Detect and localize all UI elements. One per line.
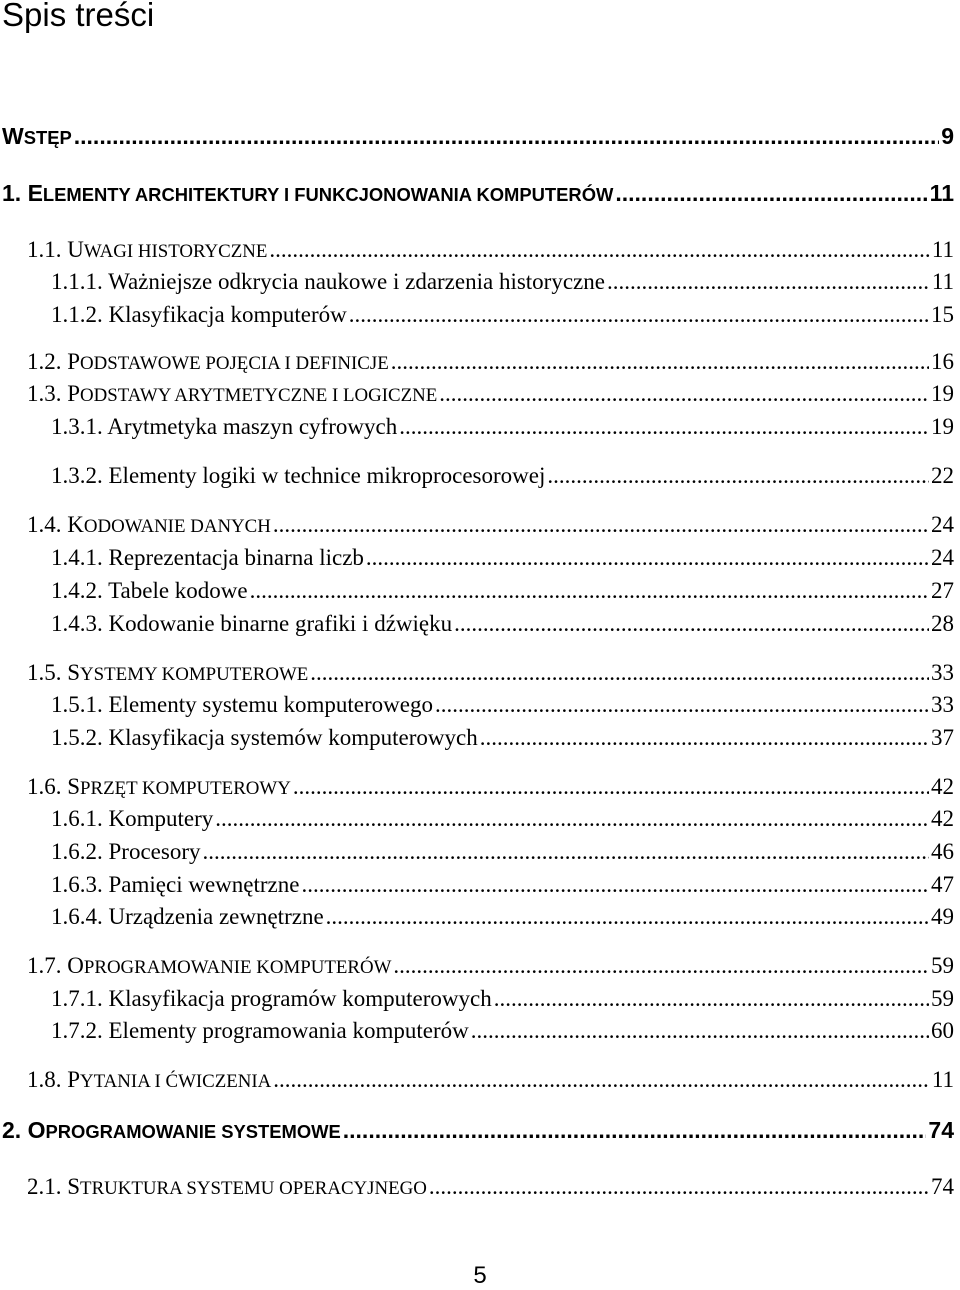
toc-entry-label xyxy=(27,237,267,263)
toc-entry-page: 19 xyxy=(931,414,954,439)
toc-entry-page: 11 xyxy=(931,269,954,294)
toc-entry-number: 1.2. xyxy=(27,349,68,374)
toc-entry-smallcaps: PRZĘT KOMPUTEROWY xyxy=(80,778,291,799)
toc-entry-number: 1.5. xyxy=(27,660,68,685)
toc-entry[interactable] xyxy=(2,1117,954,1147)
toc-entry-label xyxy=(27,349,389,375)
toc-entry-label xyxy=(27,381,437,407)
toc-entry-label: 1.5.1. Elementy systemu komputerowego xyxy=(51,692,433,717)
toc-entry[interactable] xyxy=(51,904,954,934)
toc-entry[interactable] xyxy=(27,237,954,267)
toc-dot-leader xyxy=(310,660,929,686)
toc-entry[interactable] xyxy=(51,545,954,575)
toc-entry[interactable] xyxy=(51,986,954,1016)
toc-entry[interactable] xyxy=(27,381,954,411)
toc-entry-label xyxy=(27,1174,427,1200)
toc-dot-leader xyxy=(454,611,929,637)
toc-entry-label: 1.7.2. Elementy programowania komputerów xyxy=(51,1018,469,1043)
toc-entry[interactable] xyxy=(51,692,954,722)
toc-entry-label xyxy=(2,123,72,150)
toc-entry-smallcaps: TRUKTURA SYSTEMU OPERACYJNEGO xyxy=(80,1178,427,1199)
toc-entry[interactable] xyxy=(27,512,954,542)
toc-entry-page: 42 xyxy=(931,774,954,799)
toc-dot-leader xyxy=(607,269,930,295)
toc-entry[interactable] xyxy=(51,1018,954,1048)
toc-entry-number: 2.1. xyxy=(27,1174,68,1199)
toc-entry-number: 1.1. xyxy=(27,237,68,262)
toc-entry[interactable] xyxy=(51,806,954,836)
toc-entry-label: 1.6.3. Pamięci wewnętrzne xyxy=(51,872,300,897)
toc-entry-page: 42 xyxy=(931,806,954,831)
toc-title: Spis treści xyxy=(2,0,155,33)
toc-entry-page: 24 xyxy=(931,545,954,570)
toc-entry-number: 1. xyxy=(2,180,28,206)
toc-entry[interactable] xyxy=(27,1067,954,1097)
toc-entry-label: 1.1.2. Klasyfikacja komputerów xyxy=(51,302,347,327)
toc-entry[interactable] xyxy=(51,463,954,493)
toc-entry-initial: E xyxy=(27,180,43,206)
toc-entry-number: 2. xyxy=(2,1117,28,1143)
toc-entry-label: 1.4.1. Reprezentacja binarna liczb xyxy=(51,545,364,570)
toc-entry-number: 1.7. xyxy=(27,953,68,978)
toc-dot-leader xyxy=(349,302,929,328)
toc-entry-page: 37 xyxy=(931,725,954,750)
toc-dot-leader xyxy=(269,237,929,263)
toc-entry[interactable] xyxy=(51,578,954,608)
toc-entry-page: 74 xyxy=(928,1117,954,1143)
toc-entry-label xyxy=(27,1067,271,1093)
toc-entry-label xyxy=(27,512,271,538)
toc-entry-number: 1.3. xyxy=(27,381,68,406)
toc-entry-label xyxy=(27,774,291,800)
toc-entry-initial: O xyxy=(67,953,84,978)
toc-entry-initial: U xyxy=(67,237,84,262)
toc-entry[interactable] xyxy=(51,269,954,299)
toc-entry-initial: S xyxy=(67,1174,81,1199)
toc-entry-initial: P xyxy=(67,349,81,374)
toc-entry-smallcaps: PROGRAMOWANIE SYSTEMOWE xyxy=(45,1121,341,1142)
toc-dot-leader xyxy=(215,806,929,832)
toc-entry-label: 1.4.3. Kodowanie binarne grafiki i dźwięku xyxy=(51,611,453,636)
toc-entry-label: 1.3.1. Arytmetyka maszyn cyfrowych xyxy=(51,414,398,439)
toc-entry-smallcaps: YTANIA I ĆWICZENIA xyxy=(80,1071,272,1092)
toc-entry-smallcaps: WAGI HISTORYCZNE xyxy=(83,241,268,262)
toc-dot-leader xyxy=(301,872,929,898)
toc-entry-label: 1.5.2. Klasyfikacja systemów komputerowych xyxy=(51,725,478,750)
toc-entry-smallcaps: YSTEMY KOMPUTEROWE xyxy=(80,664,309,685)
toc-entry-initial: S xyxy=(67,774,81,799)
toc-dot-leader xyxy=(435,692,929,718)
toc-entry[interactable] xyxy=(51,611,954,641)
toc-entry-page: 16 xyxy=(931,349,954,374)
toc-dot-leader xyxy=(480,725,929,751)
toc-entry-page: 28 xyxy=(931,611,954,636)
toc-entry[interactable] xyxy=(2,123,954,153)
toc-dot-leader xyxy=(293,774,929,800)
toc-entry-label: 1.7.1. Klasyfikacja programów komputerowych xyxy=(51,986,492,1011)
toc-entry-smallcaps: STĘP xyxy=(23,127,72,148)
toc-entry-initial: P xyxy=(67,1067,81,1092)
toc-entry-label: 1.6.1. Komputery xyxy=(51,806,214,831)
toc-entry-page: 11 xyxy=(931,1067,954,1092)
toc-entry-label xyxy=(27,660,308,686)
toc-entry[interactable] xyxy=(27,1174,954,1204)
toc-entry-page: 9 xyxy=(941,123,954,149)
toc-dot-leader xyxy=(439,381,929,407)
toc-entry-page: 47 xyxy=(931,872,954,897)
toc-entry-page: 74 xyxy=(931,1174,954,1199)
toc-entry-page: 60 xyxy=(931,1018,954,1043)
toc-entry-initial: P xyxy=(67,381,81,406)
toc-dot-leader xyxy=(343,1117,927,1144)
toc-entry[interactable] xyxy=(51,725,954,755)
toc-entry-page: 59 xyxy=(931,986,954,1011)
toc-entry[interactable] xyxy=(51,302,954,332)
toc-dot-leader xyxy=(429,1174,929,1200)
toc-entry[interactable] xyxy=(51,414,954,444)
toc-entry-initial: K xyxy=(67,512,84,537)
toc-entry[interactable] xyxy=(51,839,954,869)
toc-dot-leader xyxy=(471,1018,929,1044)
toc-entry[interactable] xyxy=(27,774,954,804)
toc-entry[interactable] xyxy=(2,180,954,210)
toc-dot-leader xyxy=(494,986,929,1012)
toc-dot-leader xyxy=(391,349,929,375)
toc-entry-smallcaps: ODOWANIE DANYCH xyxy=(83,516,271,537)
toc-entry-page: 22 xyxy=(931,463,954,488)
toc-dot-leader xyxy=(547,463,929,489)
toc-dot-leader xyxy=(74,123,939,150)
toc-entry-page: 15 xyxy=(931,302,954,327)
toc-dot-leader xyxy=(273,512,929,538)
toc-entry-smallcaps: PROGRAMOWANIE KOMPUTERÓW xyxy=(83,957,392,978)
toc-entry-page: 33 xyxy=(931,660,954,685)
toc-dot-leader xyxy=(366,545,929,571)
toc-entry-page: 19 xyxy=(931,381,954,406)
toc-entry-label: 1.3.2. Elementy logiki w technice mikroprocesorowej xyxy=(51,463,546,488)
toc-entry-initial: S xyxy=(67,660,81,685)
toc-dot-leader xyxy=(250,578,929,604)
toc-entry-page: 11 xyxy=(929,180,954,206)
toc-entry-number: 1.4. xyxy=(27,512,68,537)
toc-entry-label: 1.6.4. Urządzenia zewnętrzne xyxy=(51,904,324,929)
toc-dot-leader xyxy=(202,839,929,865)
toc-dot-leader xyxy=(615,180,927,207)
toc-entry-page: 49 xyxy=(931,904,954,929)
toc-entry-label xyxy=(2,1117,341,1144)
toc-entry-label xyxy=(2,180,613,207)
toc-entry-number: 1.8. xyxy=(27,1067,68,1092)
toc-entry-number: 1.6. xyxy=(27,774,68,799)
toc-entry[interactable] xyxy=(27,660,954,690)
toc-entry-label: 1.6.2. Procesory xyxy=(51,839,201,864)
toc-dot-leader xyxy=(399,414,929,440)
toc-dot-leader xyxy=(273,1067,930,1093)
toc-entry-label xyxy=(27,953,391,979)
toc-entry[interactable] xyxy=(51,872,954,902)
toc-entry-page: 33 xyxy=(931,692,954,717)
toc-entry[interactable] xyxy=(27,349,954,379)
toc-entry-smallcaps: ODSTAWOWE POJĘCIA I DEFINICJE xyxy=(80,353,389,374)
toc-dot-leader xyxy=(393,953,929,979)
toc-entry-page: 24 xyxy=(931,512,954,537)
toc-entry-page: 46 xyxy=(931,839,954,864)
toc-entry-label: 1.1.1. Ważniejsze odkrycia naukowe i zdarzenia historyczne xyxy=(51,269,605,294)
toc-entry-smallcaps: ODSTAWY ARYTMETYCZNE I LOGICZNE xyxy=(80,385,438,406)
page-number: 5 xyxy=(473,1262,487,1289)
toc-entry-initial: O xyxy=(27,1117,46,1143)
toc-dot-leader xyxy=(326,904,929,930)
toc-entry-page: 11 xyxy=(931,237,954,262)
toc-entry-label: 1.4.2. Tabele kodowe xyxy=(51,578,248,603)
toc-entry-page: 27 xyxy=(931,578,954,603)
toc-entry-page: 59 xyxy=(931,953,954,978)
toc-entry-smallcaps: LEMENTY ARCHITEKTURY I FUNKCJONOWANIA KOMPUTERÓW xyxy=(42,184,614,205)
toc-entry[interactable] xyxy=(27,953,954,983)
toc-entry-initial: W xyxy=(2,123,24,149)
